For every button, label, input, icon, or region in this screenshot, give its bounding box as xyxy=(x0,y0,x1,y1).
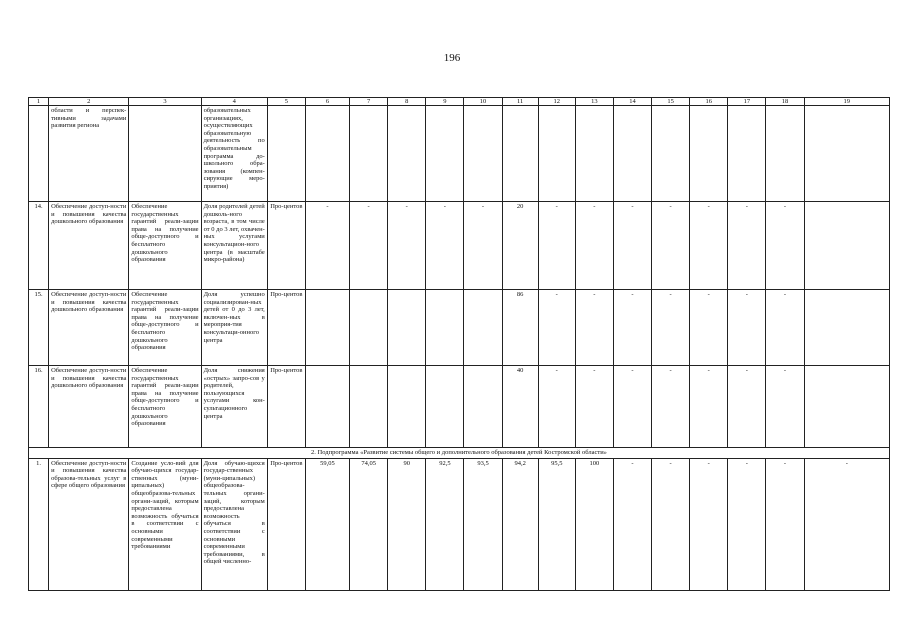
value-cell xyxy=(305,290,349,366)
value-cell: - xyxy=(728,290,766,366)
value-cell: - xyxy=(350,202,388,290)
header-cell: 11 xyxy=(502,98,538,106)
value-cell: - xyxy=(538,290,575,366)
value-cell xyxy=(464,106,502,202)
value-cell xyxy=(502,106,538,202)
value-cell: - xyxy=(652,366,690,448)
value-cell xyxy=(305,106,349,202)
value-cell: - xyxy=(613,290,651,366)
header-cell: 2 xyxy=(49,98,129,106)
value-cell xyxy=(804,366,889,448)
header-cell: 15 xyxy=(652,98,690,106)
unit-cell: Про-центов xyxy=(267,366,305,448)
value-cell: 95,5 xyxy=(538,458,575,590)
table-row xyxy=(29,458,890,590)
value-cell: 74,05 xyxy=(350,458,388,590)
header-cell: 6 xyxy=(305,98,349,106)
value-cell: - xyxy=(690,290,728,366)
value-cell: - xyxy=(613,458,651,590)
value-cell: - xyxy=(305,202,349,290)
task-cell xyxy=(129,106,201,202)
value-cell: - xyxy=(766,202,804,290)
value-cell: 100 xyxy=(575,458,613,590)
value-cell xyxy=(690,106,728,202)
goal-cell: Обеспечение доступ-ности и повышения качества дошкольного образования xyxy=(49,366,129,448)
header-cell: 7 xyxy=(350,98,388,106)
goal-cell: Обеспечение доступ-ности и повышения качества образова-тельных услуг в сфере общего образования xyxy=(49,458,129,590)
value-cell: 92,5 xyxy=(426,458,464,590)
value-cell: - xyxy=(575,290,613,366)
value-cell xyxy=(388,366,426,448)
row-number: 1. xyxy=(29,458,49,590)
header-cell: 10 xyxy=(464,98,502,106)
value-cell xyxy=(426,366,464,448)
header-cell: 9 xyxy=(426,98,464,106)
value-cell xyxy=(804,290,889,366)
value-cell: - xyxy=(690,202,728,290)
task-cell: Обеспечение государственных гарантий реали-зации права на получение обще-доступного и бесплатного дошкольного образования xyxy=(129,366,201,448)
value-cell: 90 xyxy=(388,458,426,590)
unit-cell: Про-центов xyxy=(267,290,305,366)
table-row xyxy=(29,106,890,202)
value-cell: - xyxy=(652,290,690,366)
indicator-cell: Доля успешно социализирован-ных детей от 0 до 3 лет, включен-ных в мероприя-тия консультаци-онного центра xyxy=(201,290,267,366)
indicator-cell: Доля снижения «острых» запро-сов у родителей, пользующихся услугами кон-сультационного центра xyxy=(201,366,267,448)
row-number: 14. xyxy=(29,202,49,290)
header-cell: 18 xyxy=(766,98,804,106)
header-cell: 16 xyxy=(690,98,728,106)
value-cell: - xyxy=(766,458,804,590)
header-cell: 12 xyxy=(538,98,575,106)
indicator-cell: Доля обучаю-щихся государ-ственных (муни-ципальных) общеобразова-тельных органи-заций, которым предоставлена возможность обучаться в соответствии с основными современными требованиями, в общей численно- xyxy=(201,458,267,590)
value-cell: - xyxy=(804,458,889,590)
goal-cell: Обеспечение доступ-ности и повышения качества дошкольного образования xyxy=(49,202,129,290)
goal-cell: Обеспечение доступ-ности и повышения качества дошкольного образования xyxy=(49,290,129,366)
value-cell: - xyxy=(728,458,766,590)
value-cell: 40 xyxy=(502,366,538,448)
value-cell xyxy=(350,366,388,448)
table-row xyxy=(29,202,890,290)
value-cell xyxy=(426,106,464,202)
value-cell xyxy=(728,106,766,202)
value-cell: - xyxy=(652,202,690,290)
value-cell: - xyxy=(613,366,651,448)
row-number: 15. xyxy=(29,290,49,366)
header-cell: 19 xyxy=(804,98,889,106)
task-cell: Обеспечение государственных гарантий реали-зации права на получение обще-доступного и бесплатного дошкольного образования xyxy=(129,290,201,366)
value-cell: - xyxy=(652,458,690,590)
value-cell xyxy=(350,290,388,366)
unit-cell: Про-центов xyxy=(267,458,305,590)
value-cell: 94,2 xyxy=(502,458,538,590)
value-cell: - xyxy=(538,202,575,290)
value-cell: - xyxy=(690,458,728,590)
value-cell xyxy=(305,366,349,448)
subprogram-title: 2. Подпрограмма «Развитие системы общего и дополнительного образования детей Костромской области» xyxy=(29,448,890,459)
value-cell xyxy=(388,290,426,366)
goal-cell: области и перспек-тивными задачами развития региона xyxy=(49,106,129,202)
value-cell: - xyxy=(690,366,728,448)
task-cell: Создание усло-вий для обучаю-щихся государ-ственных (муни-ципальных) общеобразова-тельных органи-заций, которым предоставлена возможность обучаться в соответствии с основными современными требованиями xyxy=(129,458,201,590)
value-cell xyxy=(575,106,613,202)
table-row xyxy=(29,290,890,366)
value-cell: - xyxy=(575,366,613,448)
header-cell: 14 xyxy=(613,98,651,106)
value-cell: - xyxy=(464,202,502,290)
table-row xyxy=(29,366,890,448)
value-cell xyxy=(613,106,651,202)
indicator-cell: Доля родителей детей дошколь-ного возраста, в том числе от 0 до 3 лет, охвачен-ных услугами консультацион-ного центра (в масштабе микро-района) xyxy=(201,202,267,290)
header-cell: 3 xyxy=(129,98,201,106)
value-cell: - xyxy=(538,366,575,448)
row-number: 16. xyxy=(29,366,49,448)
row-number xyxy=(29,106,49,202)
task-cell: Обеспечение государственных гарантий реали-зации права на получение обще-доступного и бесплатного дошкольного образования xyxy=(129,202,201,290)
indicators-table xyxy=(28,97,890,591)
value-cell: - xyxy=(728,202,766,290)
value-cell: 59,05 xyxy=(305,458,349,590)
subprogram-row xyxy=(29,448,890,459)
value-cell: - xyxy=(766,366,804,448)
value-cell xyxy=(350,106,388,202)
table-header-row xyxy=(29,98,890,106)
header-cell: 8 xyxy=(388,98,426,106)
value-cell: 93,5 xyxy=(464,458,502,590)
value-cell: - xyxy=(613,202,651,290)
value-cell xyxy=(464,366,502,448)
header-cell: 1 xyxy=(29,98,49,106)
value-cell xyxy=(464,290,502,366)
indicator-cell: образовательных организациях, осуществляющих образовательную деятельность по образовательным программа до-школьного обра-зования (компен-сирующие меро-приятия) xyxy=(201,106,267,202)
value-cell xyxy=(652,106,690,202)
value-cell: - xyxy=(766,290,804,366)
value-cell xyxy=(426,290,464,366)
value-cell: - xyxy=(426,202,464,290)
value-cell xyxy=(804,202,889,290)
header-cell: 4 xyxy=(201,98,267,106)
value-cell xyxy=(388,106,426,202)
value-cell: - xyxy=(575,202,613,290)
header-cell: 13 xyxy=(575,98,613,106)
value-cell: - xyxy=(388,202,426,290)
unit-cell: Про-центов xyxy=(267,202,305,290)
page-number: 196 xyxy=(443,52,461,64)
value-cell: 86 xyxy=(502,290,538,366)
header-cell: 5 xyxy=(267,98,305,106)
unit-cell xyxy=(267,106,305,202)
value-cell: - xyxy=(728,366,766,448)
value-cell xyxy=(766,106,804,202)
value-cell: 20 xyxy=(502,202,538,290)
value-cell xyxy=(804,106,889,202)
header-cell: 17 xyxy=(728,98,766,106)
value-cell xyxy=(538,106,575,202)
